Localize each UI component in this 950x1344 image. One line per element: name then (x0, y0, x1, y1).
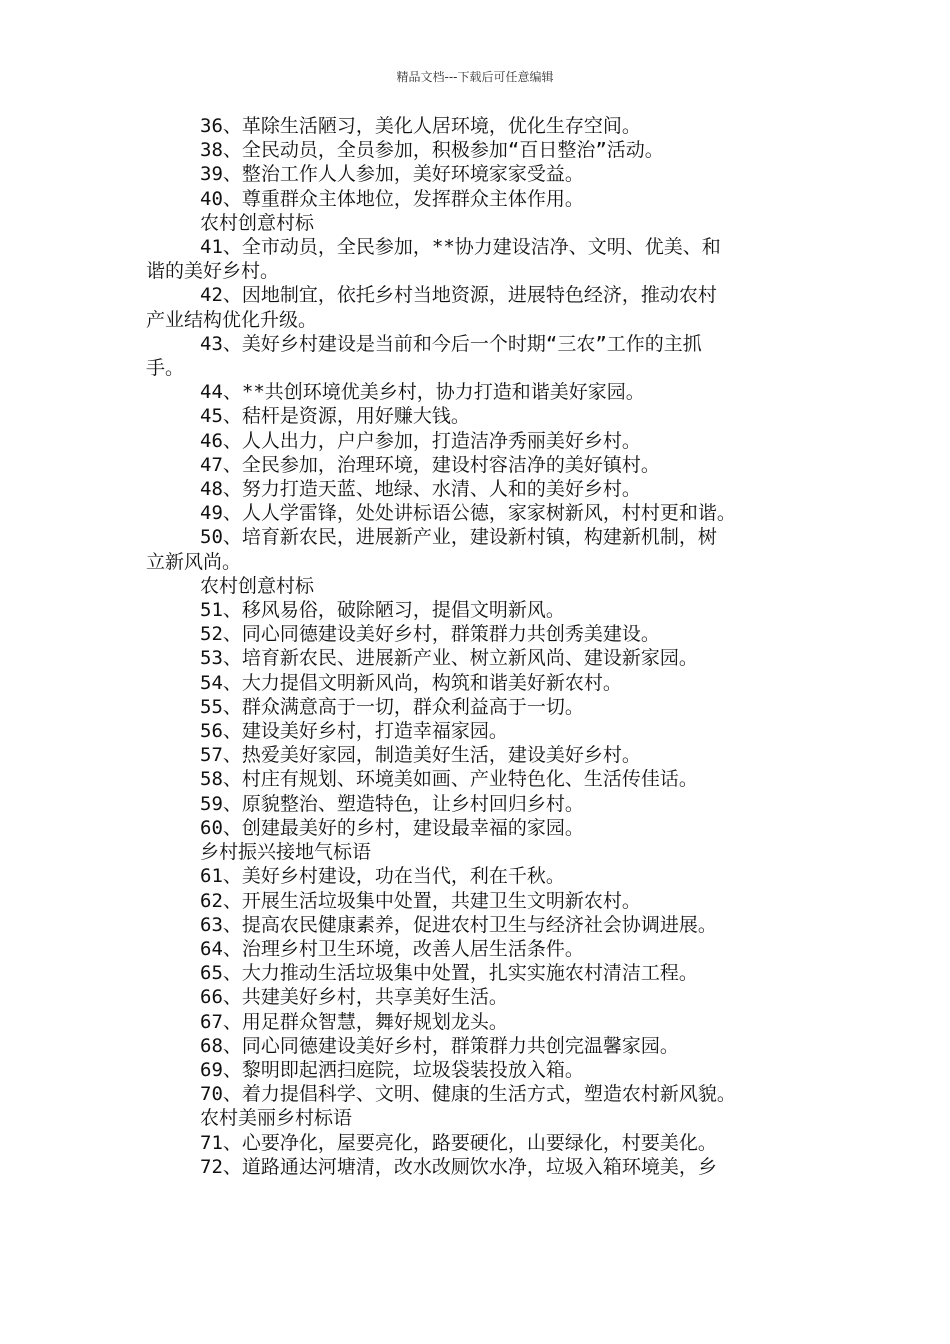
text-line: 36、革除生活陋习，美化人居环境，优化生存空间。 (200, 115, 641, 137)
text-line: 53、培育新农民、进展新产业、树立新风尚、建设新家园。 (200, 647, 698, 670)
text-line: 46、人人出力，户户参加，打造洁净秀丽美好乡村。 (200, 429, 641, 452)
text-line: 50、培育新农民，进展新产业，建设新村镇，构建新机制，树 (200, 526, 717, 549)
text-line: 40、尊重群众主体地位，发挥群众主体作用。 (200, 187, 584, 210)
text-line: 手。 (146, 357, 185, 380)
text-line: 57、热爱美好家园，制造美好生活，建设美好乡村。 (200, 744, 641, 767)
text-line: 70、着力提倡科学、文明、健康的生活方式，塑造农村新风貌。 (200, 1083, 736, 1106)
text-line: 56、建设美好乡村，打造幸福家园。 (200, 720, 508, 743)
text-line: 产业结构优化升级。 (146, 308, 318, 331)
text-line: 62、开展生活垃圾集中处置，共建卫生文明新农村。 (200, 889, 641, 912)
text-line: 48、努力打造天蓝、地绿、水清、人和的美好乡村。 (200, 478, 641, 501)
text-line: 66、共建美好乡村，共享美好生活。 (200, 986, 508, 1009)
text-line: 67、用足群众智慧，舞好规划龙头。 (200, 1010, 508, 1033)
text-line: 41、全市动员，全民参加，**协力建设洁净、文明、优美、和 (200, 236, 721, 259)
text-line: 60、创建最美好的乡村，建设最幸福的家园。 (200, 816, 584, 839)
text-line: 谐的美好乡村。 (146, 260, 280, 283)
text-line: 54、大力提倡文明新风尚，构筑和谐美好新农村。 (200, 671, 622, 694)
text-line: 63、提高农民健康素养，促进农村卫生与经济社会协调进展。 (200, 913, 717, 936)
text-line: 55、群众满意高于一切，群众利益高于一切。 (200, 695, 584, 718)
text-line: 立新风尚。 (146, 550, 242, 573)
text-line: 农村创意村标 (200, 574, 315, 597)
text-line: 72、道路通达河塘清，改水改厕饮水净，垃圾入箱环境美，乡 (200, 1155, 717, 1178)
text-line: 45、秸杆是资源，用好赚大钱。 (200, 405, 470, 428)
text-line: 59、原貌整治、塑造特色，让乡村回归乡村。 (200, 792, 584, 815)
text-line: 44、**共创环境优美乡村，协力打造和谐美好家园。 (200, 381, 645, 404)
text-line: 64、治理乡村卫生环境，改善人居生活条件。 (200, 937, 584, 960)
text-line: 52、同心同德建设美好乡村，群策群力共创秀美建设。 (200, 623, 660, 646)
text-line: 42、因地制宜，依托乡村当地资源，进展特色经济，推动农村 (200, 284, 717, 307)
text-line: 61、美好乡村建设，功在当代，利在千秋。 (200, 865, 565, 888)
text-line: 71、心要净化，屋要亮化，路要硬化，山要绿化，村要美化。 (200, 1131, 717, 1154)
page-header: 精品文档---下载后可任意编辑 (396, 70, 554, 84)
text-line: 58、村庄有规划、环境美如画、产业特色化、生活传佳话。 (200, 768, 698, 791)
text-line: 农村美丽乡村标语 (200, 1107, 353, 1130)
text-line: 47、全民参加，治理环境，建设村容洁净的美好镇村。 (200, 453, 660, 476)
text-line: 38、全民动员，全员参加，积极参加“百日整治”活动。 (200, 139, 664, 162)
text-line: 43、美好乡村建设是当前和今后一个时期“三农”工作的主抓 (200, 332, 702, 355)
text-line: 39、整治工作人人参加，美好环境家家受益。 (200, 163, 584, 186)
text-line: 农村创意村标 (200, 211, 315, 234)
text-line: 51、移风易俗，破除陋习，提倡文明新风。 (200, 599, 565, 622)
text-line: 68、同心同德建设美好乡村，群策群力共创完温馨家园。 (200, 1034, 679, 1057)
text-line: 乡村振兴接地气标语 (200, 841, 372, 864)
text-line: 69、黎明即起洒扫庭院，垃圾袋装投放入箱。 (200, 1058, 584, 1081)
document-body (146, 114, 818, 1179)
text-line: 49、人人学雷锋，处处讲标语公德，家家树新风，村村更和谐。 (200, 502, 736, 525)
text-line: 65、大力推动生活垃圾集中处置，扎实实施农村清洁工程。 (200, 962, 698, 985)
